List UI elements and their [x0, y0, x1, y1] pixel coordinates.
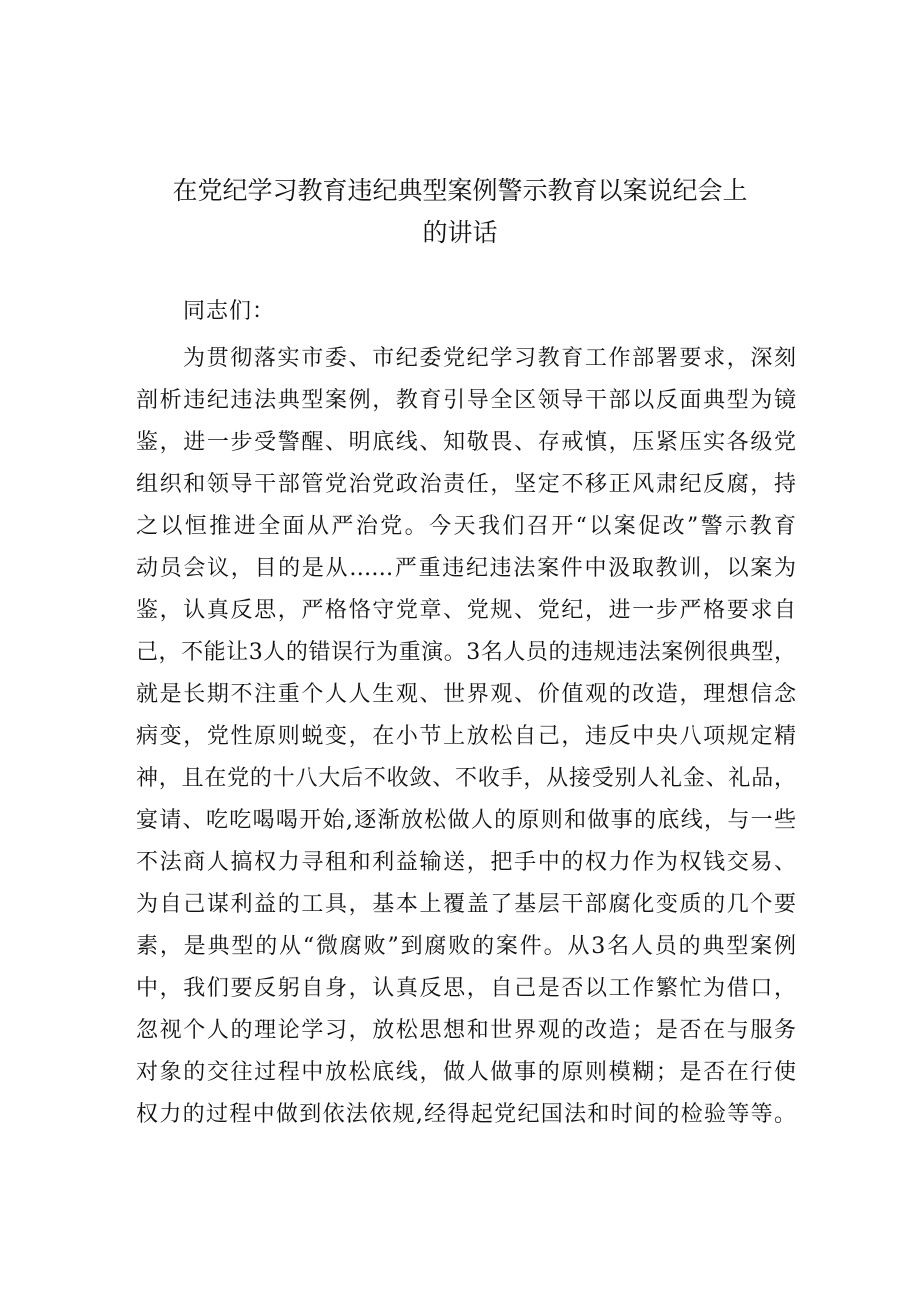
- paragraph-line: 剖析违纪违法典型案例，教育引导全区领导干部以反面典型为镜: [136, 388, 796, 413]
- paragraph-line: 神，且在党的十八大后不收敛、不收手，从接受别人礼金、礼品，: [136, 766, 796, 791]
- paragraph-line: 为自己谋利益的工具，基本上覆盖了基层干部腐化变质的几个要: [136, 892, 796, 917]
- paragraph-line: 不法商人搞权力寻租和利益输送，把手中的权力作为权钱交易、: [136, 850, 796, 875]
- paragraph-line: 素，是典型的从“微腐败”到腐败的案件。从3名人员的典型案例: [136, 934, 796, 959]
- paragraph-line: 组织和领导干部管党治党政治责任，坚定不移正风肃纪反腐，持: [136, 472, 796, 497]
- paragraph-line: 中，我们要反躬自身，认真反思，自己是否以工作繁忙为借口，: [136, 976, 796, 1001]
- paragraph-line: 忽视个人的理论学习，放松思想和世界观的改造；是否在与服务: [136, 1018, 796, 1043]
- body-paragraph: [136, 338, 796, 1136]
- paragraph-line: 权力的过程中做到依法依规,经得起党纪国法和时间的检验等等。: [136, 1102, 796, 1127]
- paragraph-line: 宴请、吃吃喝喝开始,逐渐放松做人的原则和做事的底线，与一些: [136, 808, 796, 833]
- paragraph-line: 己，不能让3人的错误行为重演。3名人员的违规违法案例很典型，: [136, 640, 796, 665]
- paragraph-line: 对象的交往过程中放松底线，做人做事的原则模糊；是否在行使: [136, 1060, 796, 1085]
- paragraph-line: 鉴，认真反思，严格恪守党章、党规、党纪，进一步严格要求自: [136, 598, 796, 623]
- paragraph-line: 鉴，进一步受警醒、明底线、知敬畏、存戒慎，压紧压实各级党: [136, 430, 796, 455]
- document-title: [120, 170, 800, 254]
- title-line-2: 的讲话: [422, 218, 498, 247]
- title-line-1: 在党纪学习教育违纪典型案例警示教育以案说纪会上: [172, 176, 748, 205]
- paragraph-line: 病变，党性原则蜕变，在小节上放松自己，违反中央八项规定精: [136, 724, 796, 749]
- paragraph-line: 之以恒推进全面从严治党。今天我们召开“以案促改”警示教育: [136, 514, 796, 539]
- paragraph-line: 就是长期不注重个人人生观、世界观、价值观的改造，理想信念: [136, 682, 796, 707]
- salutation: 同志们：: [183, 299, 276, 324]
- paragraph-line: 为贯彻落实市委、市纪委党纪学习教育工作部署要求，深刻: [183, 346, 796, 371]
- paragraph-line: 动员会议，目的是从……严重违纪违法案件中汲取教训，以案为: [136, 556, 796, 581]
